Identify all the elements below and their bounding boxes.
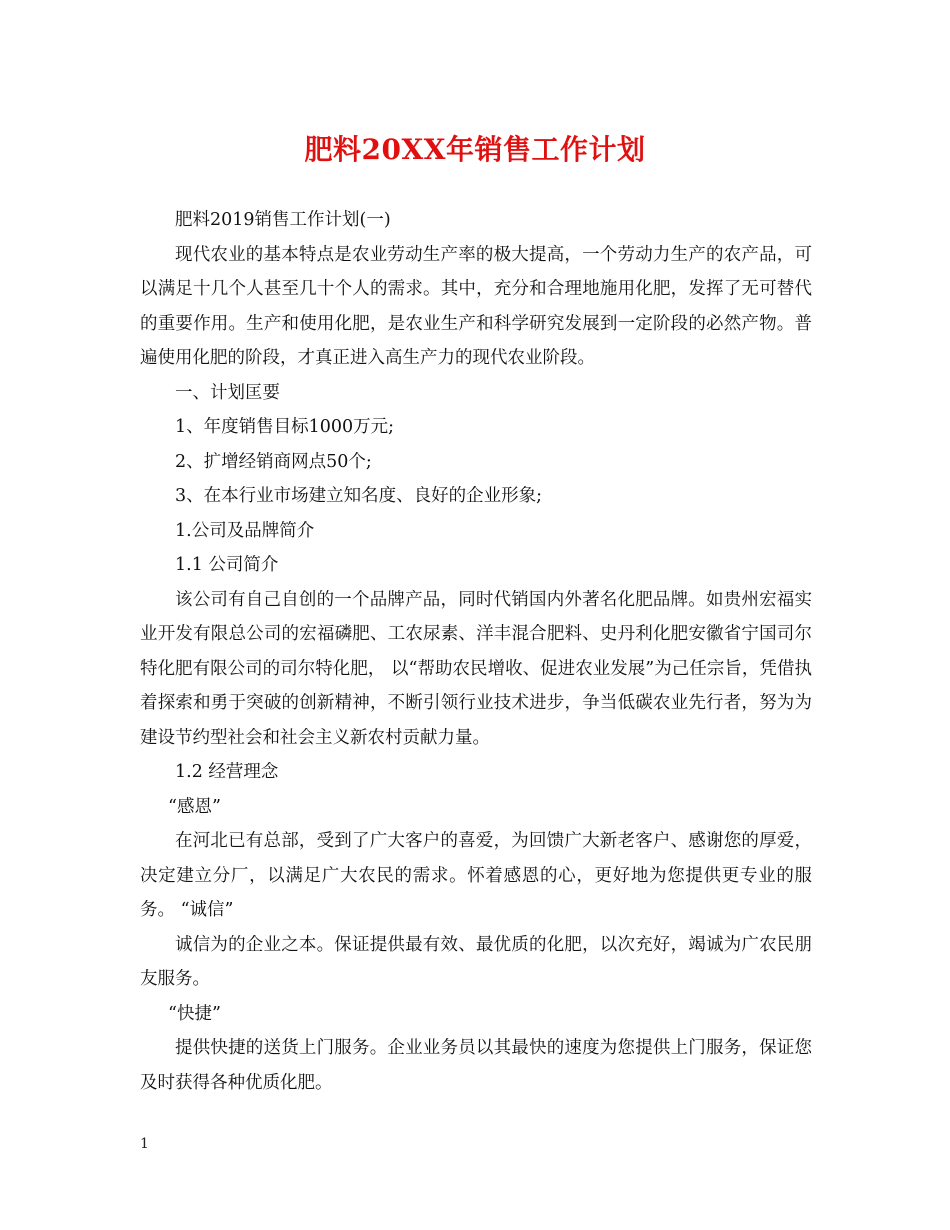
page-number: 1 bbox=[140, 1136, 149, 1152]
heading-company-brand: 1.公司及品牌简介 bbox=[175, 520, 315, 541]
paragraph-intro: 现代农业的基本特点是农业劳动生产率的极大提高，一个劳动力生产的农产品，可以满足十几个人甚至几十个人的需求。其中，充分和合理地施用化肥，发挥了无可替代的重要作用。生产和使用化肥，是农业生产和科学研究发展到一定阶段的必然产物。普遍使用化肥的阶段，才真正进入高生产力的现代农业阶段。 bbox=[140, 244, 812, 368]
document-title: 肥料20XX年销售工作计划 bbox=[304, 133, 646, 166]
heading-fast: “快捷” bbox=[168, 1003, 221, 1024]
paragraph-company-intro: 该公司有自己自创的一个品牌产品，同时代销国内外著名化肥品牌。如贵州宏福实业开发有限总公司的宏福磷肥、工农尿素、洋丰混合肥料、史丹利化肥安徽省宁国司尔特化肥有限公司的司尔特化肥， 以“帮助农民增收、促进农业发展”为己任宗旨，凭借执着探索和勇于突破的创新精神，不断引领行业技术进步，争当低碳农业先行者，努为为建设节约型社会和社会主义新农村贡献力量。 bbox=[140, 589, 812, 748]
heading-gratitude: “感恩” bbox=[168, 796, 221, 817]
heading-company-intro: 1.1 公司简介 bbox=[175, 555, 279, 575]
list-item-brand-image: 3、在本行业市场建立知名度、良好的企业形象; bbox=[175, 486, 543, 506]
heading-plan-outline: 一、计划匡要 bbox=[175, 382, 280, 403]
paragraph-integrity: 诚信为的企业之本。保证提供最有效、最优质的化肥，以次充好，竭诚为广农民朋友服务。 bbox=[140, 934, 812, 989]
paragraph-subtitle: 肥料2019销售工作计划(一) bbox=[175, 210, 391, 230]
paragraph-fast: 提供快捷的送货上门服务。企业业务员以其最快的速度为您提供上门服务，保证您及时获得各种优质化肥。 bbox=[140, 1038, 812, 1093]
list-item-sales-target: 1、年度销售目标1000万元; bbox=[175, 417, 395, 437]
paragraph-gratitude: 在河北已有总部，受到了广大客户的喜爱，为回馈广大新老客户、感谢您的厚爱，决定建立分厂，以满足广大农民的需求。怀着感恩的心，更好地为您提供更专业的服务。 “诚信” bbox=[140, 831, 812, 920]
document-body bbox=[140, 203, 812, 1100]
list-item-dealer-network: 2、扩增经销商网点50个; bbox=[175, 451, 372, 472]
heading-business-philosophy: 1.2 经营理念 bbox=[175, 762, 279, 782]
